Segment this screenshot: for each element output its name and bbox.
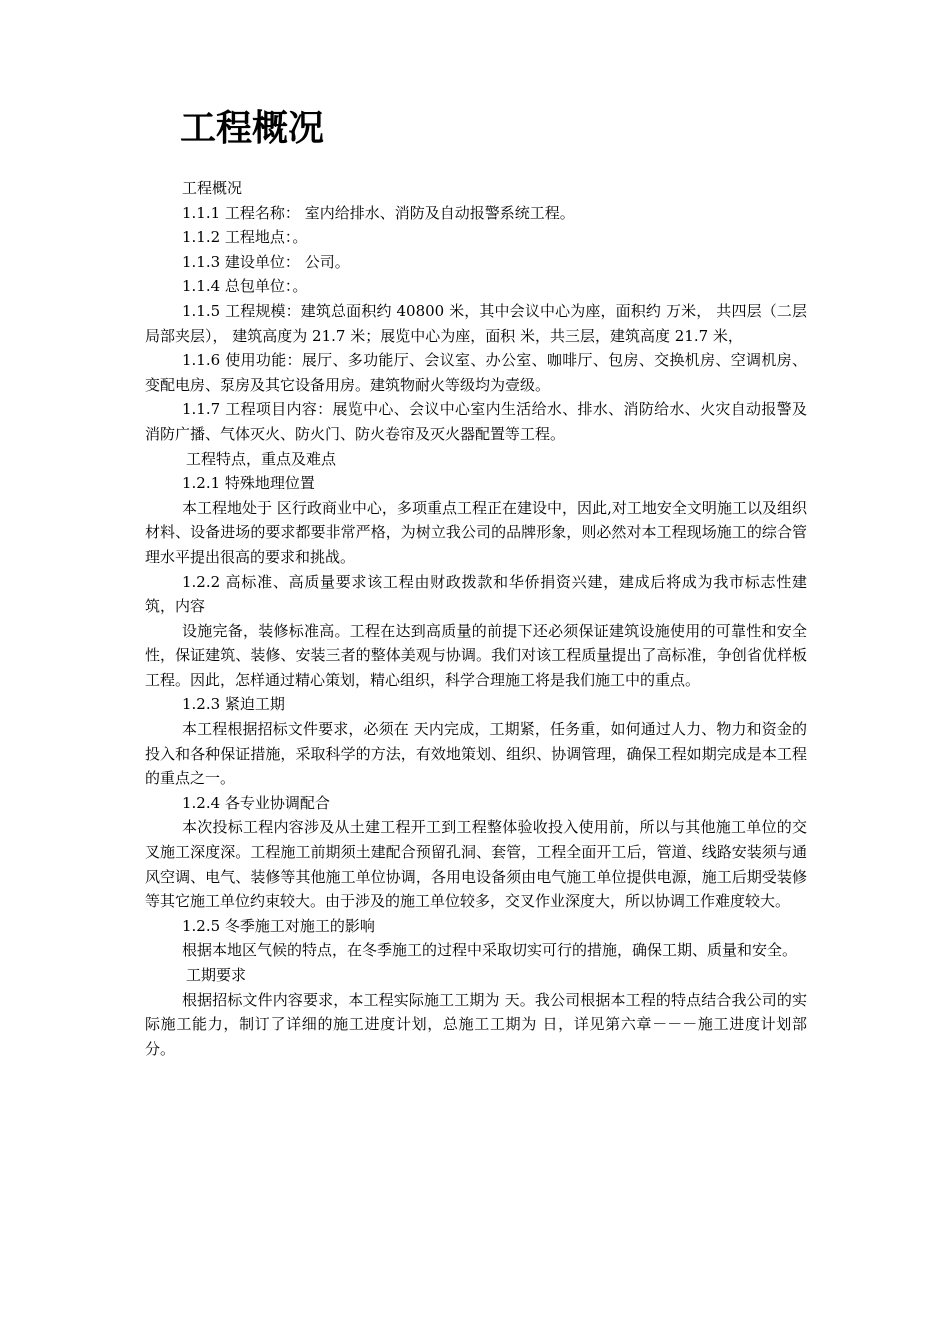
- paragraph-location: 本工程地处于 区行政商业中心，多项重点工程正在建设中，因此,对工地安全文明施工以及组织材料、设备进场的要求都要非常严格，为树立我公司的品牌形象，则必然对本工程现场施工的综合管理水平提出很高的要求和挑战。: [145, 498, 807, 566]
- section-heading-duration: 工期要求: [186, 966, 247, 984]
- item-construction-unit: 1.1.3 建设单位： 公司。: [182, 252, 350, 271]
- section-heading-features: 工程特点，重点及难点: [186, 449, 337, 468]
- item-project-content: 1.1.7 工程项目内容：展览中心、会议中心室内生活给水、排水、消防给水、火灾自动报警及消防广播、气体灭火、防火门、防火卷帘及灭火器配置等工程。: [145, 400, 807, 443]
- paragraph-coordination: 本次投标工程内容涉及从土建工程开工到工程整体验收投入使用前，所以与其他施工单位的交叉施工深度深。工程施工前期须土建配合预留孔洞、套管，工程全面开工后，管道、线路安装须与通风空调、电气、装修等其他施工单位协调，各用电设备须由电气施工单位提供电源，施工后期受装修等其它施工单位约束较大。由于涉及的施工单位较多，交叉作业深度大，所以协调工作难度较大。: [145, 818, 807, 911]
- item-project-location: 1.1.2 工程地点：。: [182, 228, 308, 247]
- document-body: [145, 176, 807, 1061]
- subheading-location: 1.2.1 特殊地理位置: [182, 474, 315, 493]
- paragraph-quality: 设施完备，装修标准高。工程在达到高质量的前提下还必须保证建筑设施使用的可靠性和安全性，保证建筑、装修、安装三者的整体美观与协调。我们对该工程质量提出了高标准，争创省优样板工程。因此，怎样通过精心策划，精心组织，科学合理施工将是我们施工中的重点。: [145, 621, 807, 689]
- item-project-scale: 1.1.5 工程规模：建筑总面积约 40800 米，其中会议中心为座，面积约 万米， 共四层（二层局部夹层）， 建筑高度为 21.7 米；展览中心为座，面积 米，共三层，建筑高度 21.7 米，: [145, 301, 807, 345]
- paragraph-schedule: 本工程根据招标文件要求，必须在 天内完成，工期紧，任务重，如何通过人力、物力和资金的投入和各种保证措施，采取科学的方法，有效地策划、组织、协调管理，确保工程如期完成是本工程的重点之一。: [145, 720, 807, 788]
- paragraph-duration: 根据招标文件内容要求，本工程实际施工工期为 天。我公司根据本工程的特点结合我公司的实际施工能力，制订了详细的施工进度计划，总施工工期为 日，详见第六章－－－施工进度计划部分。: [145, 990, 807, 1058]
- section-heading-overview: 工程概况: [182, 179, 243, 197]
- subheading-schedule: 1.2.3 紧迫工期: [182, 695, 285, 714]
- subheading-quality: 1.2.2 高标准、高质量要求该工程由财政拨款和华侨捐资兴建，建成后将成为我市标志性建筑，内容: [145, 572, 807, 616]
- paragraph-winter: 根据本地区气候的特点，在冬季施工的过程中采取切实可行的措施，确保工期、质量和安全。: [182, 941, 798, 960]
- item-general-contractor: 1.1.4 总包单位：。: [182, 277, 308, 296]
- subheading-coordination: 1.2.4 各专业协调配合: [182, 793, 330, 812]
- subheading-winter: 1.2.5 冬季施工对施工的影响: [182, 916, 375, 935]
- document-title: 工程概况: [180, 108, 325, 149]
- item-usage-function: 1.1.6 使用功能：展厅、多功能厅、会议室、办公室、咖啡厅、包房、交换机房、空调机房、变配电房、泵房及其它设备用房。建筑物耐火等级均为壹级。: [145, 351, 807, 394]
- item-project-name: 1.1.1 工程名称： 室内给排水、消防及自动报警系统工程。: [182, 203, 575, 222]
